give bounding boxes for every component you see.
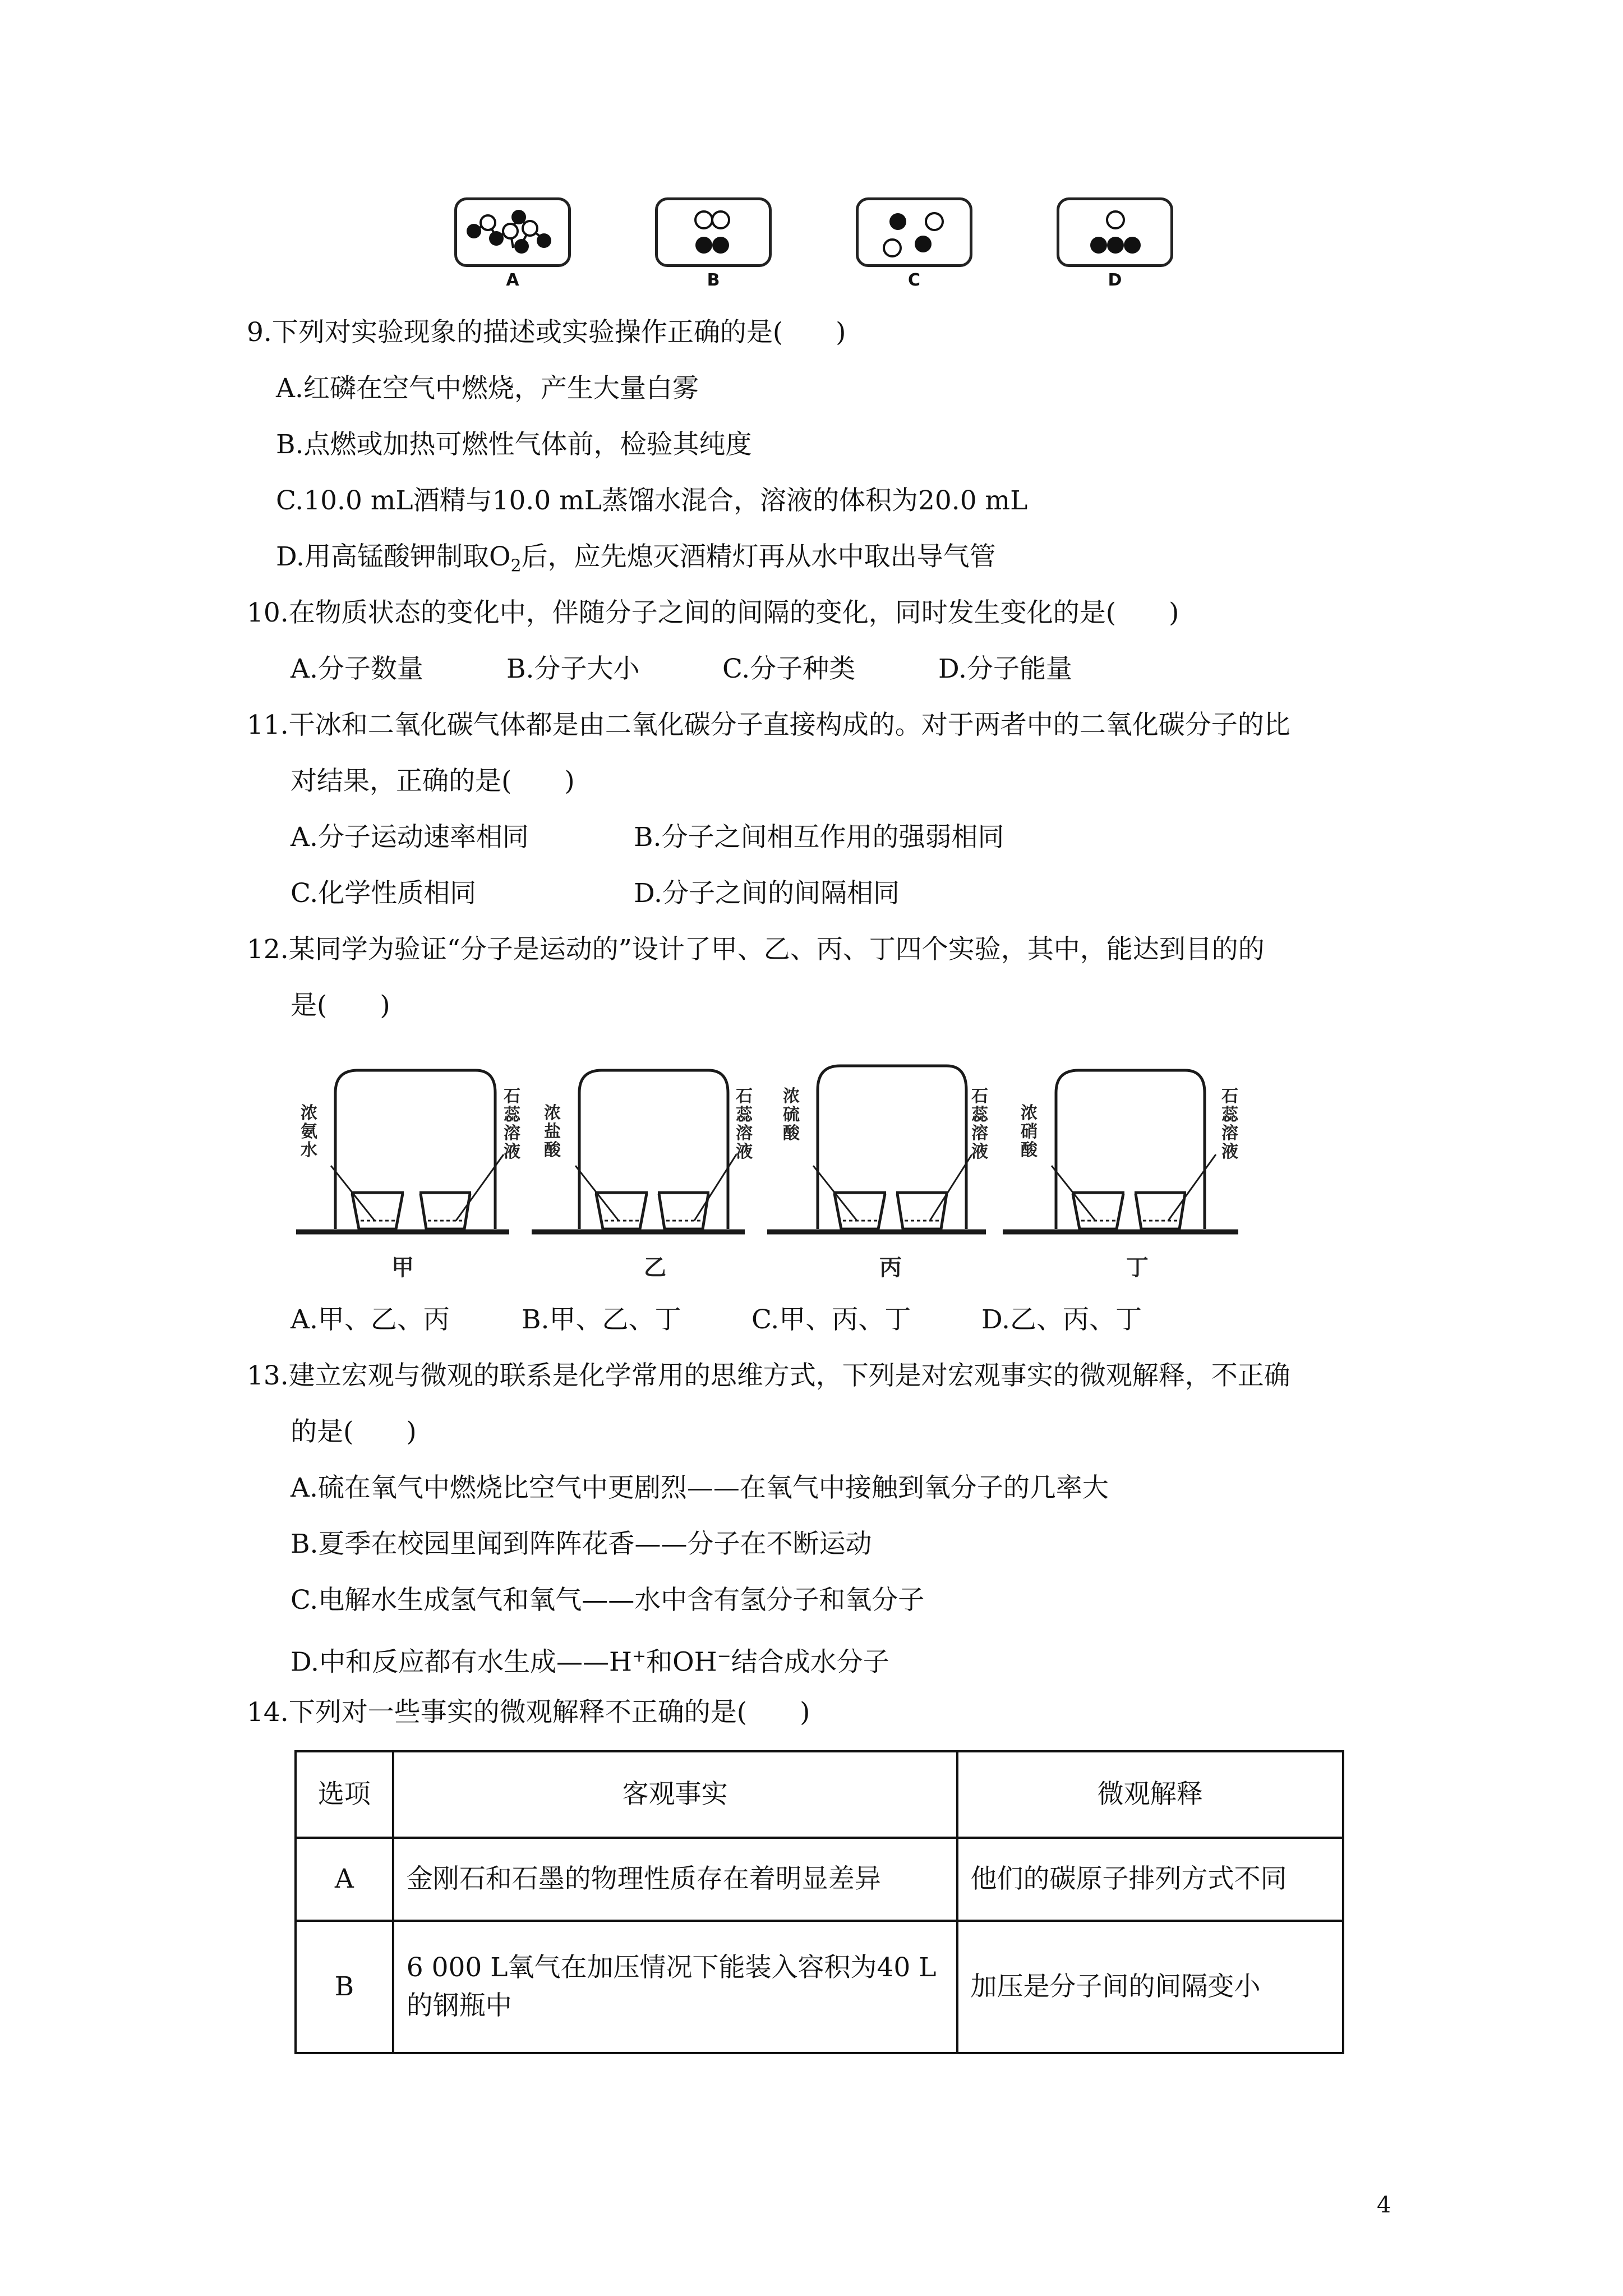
molecule-box-d [1057,197,1173,267]
molecule-d-diagram [1059,200,1170,264]
q10-option-c: C.分子种类 [722,654,856,684]
q11-option-b: B.分子之间相互作用的强弱相同 [634,822,1004,853]
q12-option-a: A.甲、乙、丙 [291,1304,450,1335]
exp3-name: 丙 [879,1255,902,1281]
table-cell-fact: 金刚石和石墨的物理性质存在着明显差异 [393,1838,957,1921]
q12-stem-line1: 12.某同学为验证“分子是运动的”设计了甲、乙、丙、丁四个实验，其中，能达到目的的 [247,934,1265,965]
table-cell-option: A [296,1838,393,1921]
molecule-box-c [856,197,972,267]
table-header-option: 选项 [296,1751,393,1838]
experiment-apparatus-drawing [296,1042,1249,1289]
q10-stem: 10.在物质状态的变化中，伴随分子之间的间隔的变化，同时发生变化的是( ) [247,597,1179,628]
q12-option-c: C.甲、丙、丁 [751,1304,911,1335]
exp4-left-reagent-label: 浓硝酸 [1021,1103,1038,1160]
q11-stem-line2: 对结果，正确的是( ) [291,766,575,797]
q13-option-d: D.中和反应都有水生成——H+和OH−结合成水分子 [291,1646,889,1678]
table-header-fact: 客观事实 [393,1751,957,1838]
exp4-name: 丁 [1126,1255,1149,1281]
q9-option-c: C.10.0 mL酒精与10.0 mL蒸馏水混合，溶液的体积为20.0 mL [276,485,1028,516]
molecule-box-b [655,197,772,267]
exp4-right-reagent-label: 石蕊溶液 [1221,1087,1238,1162]
table-header-explanation: 微观解释 [957,1751,1343,1838]
molecule-label-c: C [907,270,921,290]
table-cell-option: B [296,1921,393,2053]
q9-stem: 9.下列对实验现象的描述或实验操作正确的是( ) [247,317,846,348]
molecule-label-b: B [707,270,720,290]
molecule-a-diagram [457,200,568,264]
q11-stem-line1: 11.干冰和二氧化碳气体都是由二氧化碳分子直接构成的。对于两者中的二氧化碳分子的比 [247,710,1290,740]
table-cell-explanation: 他们的碳原子排列方式不同 [957,1838,1343,1921]
q12-stem-line2: 是( ) [291,990,390,1021]
q9-option-b: B.点燃或加热可燃性气体前，检验其纯度 [276,429,752,460]
exp1-name: 甲 [391,1255,414,1281]
exp2-name: 乙 [644,1255,666,1281]
q11-option-c: C.化学性质相同 [291,878,477,909]
q11-option-d: D.分子之间的间隔相同 [634,878,900,909]
q12-option-b: B.甲、乙、丁 [522,1304,681,1335]
exp1-right-reagent-label: 石蕊溶液 [504,1087,520,1162]
q9-option-d: D.用高锰酸钾制取$O_2$后，应先熄灭酒精灯再从水中取出导气管 [276,541,996,576]
table-cell-explanation: 加压是分子间的间隔变小 [957,1921,1343,2053]
q13-option-c: C.电解水生成氢气和氧气——水中含有氢分子和氧分子 [291,1585,925,1616]
exp1-left-reagent-label: 浓氨水 [301,1103,317,1160]
table-row [296,1921,1343,2053]
molecule-label-d: D [1108,270,1122,290]
exp3-right-reagent-label: 石蕊溶液 [971,1087,988,1162]
table-cell-fact: 6 000 L氧气在加压情况下能装入容积为40 L的钢瓶中 [393,1921,957,2053]
q14-stem: 14.下列对一些事实的微观解释不正确的是( ) [247,1697,810,1728]
page-number: 4 [1377,2192,1391,2218]
molecule-figure [454,197,1183,298]
q13-option-b: B.夏季在校园里闻到阵阵花香——分子在不断运动 [291,1529,872,1559]
molecule-b-diagram [658,200,769,264]
molecule-c-diagram [859,200,970,264]
q11-option-a: A.分子运动速率相同 [291,822,529,853]
q13-option-a: A.硫在氧气中燃烧比空气中更剧烈——在氧气中接触到氧分子的几率大 [291,1473,1109,1503]
q10-option-a: A.分子数量 [291,654,423,684]
q13-stem-line2: 的是( ) [291,1416,417,1447]
q10-option-b: B.分子大小 [506,654,640,684]
table-row [296,1838,1343,1921]
table-header-row [296,1751,1343,1838]
q10-option-d: D.分子能量 [938,654,1072,684]
q13-stem-line1: 13.建立宏观与微观的联系是化学常用的思维方式，下列是对宏观事实的微观解释，不正确 [247,1360,1290,1391]
exp3-left-reagent-label: 浓硫酸 [783,1087,800,1143]
experiment-figure [296,1042,1249,1289]
q14-table [294,1750,1344,2054]
q12-option-d: D.乙、丙、丁 [981,1304,1142,1335]
q9-option-a: A.红磷在空气中燃烧，产生大量白雾 [276,373,699,404]
molecule-box-a [454,197,571,267]
exp2-left-reagent-label: 浓盐酸 [544,1103,561,1160]
exp2-right-reagent-label: 石蕊溶液 [736,1087,753,1162]
molecule-label-a: A [506,270,519,290]
